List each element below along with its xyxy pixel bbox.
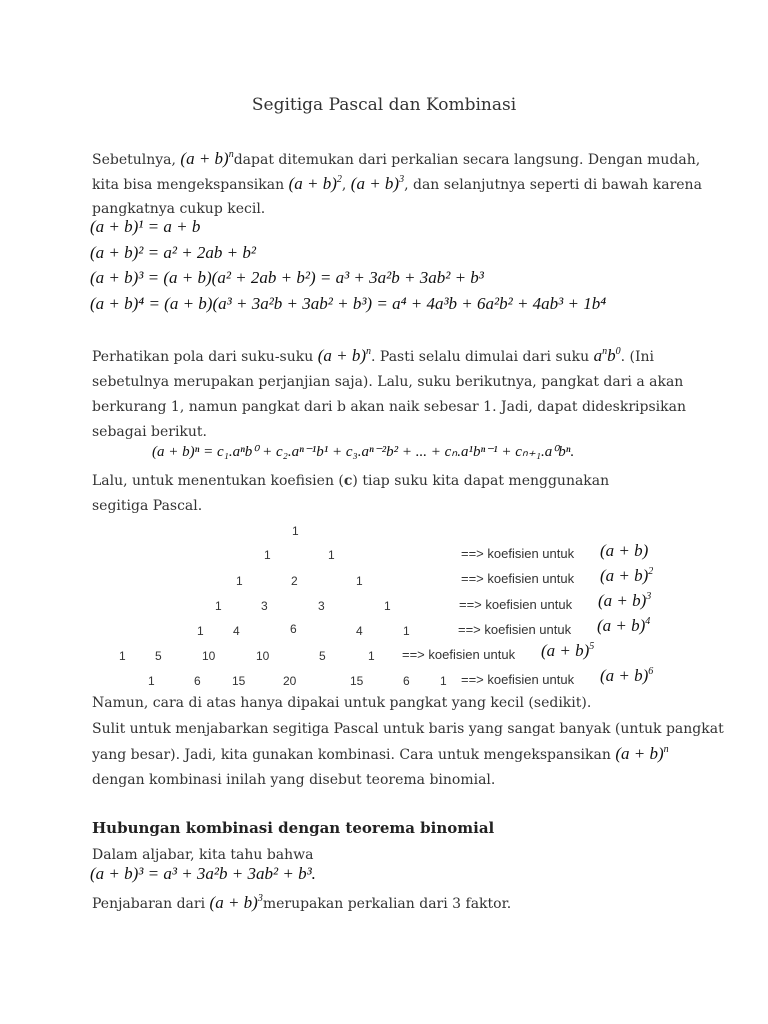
math-a-plus-b-n-2: $(a + b)^n$ <box>317 346 372 365</box>
math-row-power: $(a + b)^3$ <box>598 591 652 610</box>
pascal-cell: 1 <box>440 674 447 688</box>
after-line-4: dengan kombinasi inilah yang disebut teorema binomial. <box>92 772 496 788</box>
pascal-cell: 1 <box>403 624 410 638</box>
coef-symbol-c: c <box>343 473 353 489</box>
coef-text-1b: ) tiap suku kita dapat menggunakan <box>352 473 610 489</box>
pascal-cell: 4 <box>233 624 240 638</box>
math-an-b0: $a^nb^0$ <box>593 346 621 365</box>
after-line-2: Sulit untuk menjabarkan segitiga Pascal untuk baris yang sangat banyak (untuk pangkat <box>92 721 724 737</box>
section2-equation: (a + b)³ = a³ + 3a²b + 3ab² + b³. <box>90 864 316 883</box>
pattern-text-1a: Perhatikan pola dari suku-suku <box>92 349 314 365</box>
intro-line-2: kita bisa mengekspansikan $(a + b)^2$, $(a + b)^3$, dan selanjutnya seperti di bawah karena <box>92 174 702 193</box>
math-a-plus-b-3: $(a + b)^3$ <box>350 174 405 193</box>
math-row-power: $(a + b)^4$ <box>597 616 651 635</box>
pattern-line-4: sebagai berikut. <box>92 424 208 440</box>
intro-text-1b: dapat ditemukan dari perkalian secara langsung. Dengan mudah, <box>233 152 701 168</box>
pascal-cell: 1 <box>236 574 243 588</box>
math-a-plus-b-n-3: $(a + b)^n$ <box>615 744 669 763</box>
pascal-cell: 1 <box>356 574 363 588</box>
pascal-cell: 1 <box>384 599 391 613</box>
pascal-cell: 1 <box>197 624 204 638</box>
expansion-2: (a + b)² = a² + 2ab + b² <box>90 243 256 262</box>
pascal-arrow-label: ==> koefisien untuk <box>459 597 573 612</box>
pascal-cell: 15 <box>232 674 246 688</box>
math-a-plus-b-2: $(a + b)^2$ <box>288 174 342 193</box>
pascal-cell: 1 <box>328 548 335 562</box>
page-title: Segitiga Pascal dan Kombinasi <box>251 95 517 115</box>
pascal-cell: 3 <box>318 599 325 613</box>
pascal-cell: 15 <box>350 674 364 688</box>
section2-text-3b: merupakan perkalian dari 3 faktor. <box>262 896 512 912</box>
after-text-3: yang besar). Jadi, kita gunakan kombinasi. Cara untuk mengekspansikan <box>92 747 611 763</box>
section2-text-3a: Penjabaran dari <box>92 896 206 912</box>
math-row-power: $(a + b)^2$ <box>600 566 654 585</box>
pascal-cell: 6 <box>403 674 410 688</box>
expansion-4: (a + b)⁴ = (a + b)(a³ + 3a²b + 3ab² + b³) = a⁴ + 4a³b + 6a²b² + 4ab³ + 1b⁴ <box>90 294 607 313</box>
pascal-cell: 1 <box>148 674 155 688</box>
pascal-cell: 10 <box>256 649 270 663</box>
math-row-power: $(a + b)^6$ <box>600 666 654 685</box>
after-line-3 <box>92 742 669 767</box>
pascal-arrow-label: ==> koefisien untuk <box>461 571 575 586</box>
pascal-cell: 6 <box>290 622 297 636</box>
pascal-cell: 1 <box>264 548 271 562</box>
coef-text-1a: Lalu, untuk menentukan koefisien ( <box>92 473 344 489</box>
coef-line-2: segitiga Pascal. <box>92 498 203 514</box>
pattern-line-3: berkurang 1, namun pangkat dari b akan naik sebesar 1. Jadi, dapat dideskripsikan <box>92 399 686 415</box>
pascal-cell: 3 <box>261 599 268 613</box>
pascal-cell: 5 <box>319 649 326 663</box>
pattern-text-1c: . (Ini <box>620 349 654 365</box>
expansion-3: (a + b)³ = (a + b)(a² + 2ab + b²) = a³ + 3a²b + 3ab² + b³ <box>90 268 484 287</box>
intro-text-2b: , dan selanjutnya seperti di bawah karena <box>404 177 702 193</box>
expansion-1: (a + b)¹ = a + b <box>90 217 201 236</box>
pascal-cell: 20 <box>283 674 297 688</box>
pascal-cell: 1 <box>292 524 299 538</box>
pascal-cell: 1 <box>215 599 222 613</box>
pascal-cell: 6 <box>194 674 201 688</box>
pascal-cell: 1 <box>368 649 375 663</box>
pascal-arrow-label: ==> koefisien untuk <box>402 647 516 662</box>
intro-text-2a: kita bisa mengekspansikan <box>92 177 285 193</box>
intro-line-3: pangkatnya cukup kecil. <box>92 201 266 217</box>
pascal-cell: 2 <box>291 574 298 588</box>
pascal-arrow-label: ==> koefisien untuk <box>461 672 575 687</box>
section-heading: Hubungan kombinasi dengan teorema binomial <box>92 819 495 837</box>
pattern-text-1b: . Pasti selalu dimulai dari suku <box>371 349 590 365</box>
section2-line-3 <box>92 891 511 916</box>
pascal-cell: 5 <box>155 649 162 663</box>
math-a-plus-b-n: $(a + b)^n$ <box>180 149 234 168</box>
pattern-line-2: sebetulnya merupakan perjanjian saja). Lalu, suku berikutnya, pangkat dari a akan <box>92 374 684 390</box>
intro-text-1a: Sebetulnya, <box>92 152 176 168</box>
math-a-plus-b-3-b: $(a + b)^3$ <box>209 893 263 912</box>
pascal-cell: 4 <box>356 624 363 638</box>
math-row-power: $(a + b)^5$ <box>541 641 595 660</box>
general-formula: (a + b)ⁿ = c₁.aⁿb⁰ + c₂.aⁿ⁻¹b¹ + c₃.aⁿ⁻²b² + ... + cₙ.a¹bⁿ⁻¹ + cₙ₊₁.a⁰bⁿ. <box>152 444 575 460</box>
section2-line-1: Dalam aljabar, kita tahu bahwa <box>92 847 314 863</box>
pascal-arrow-label: ==> koefisien untuk <box>461 546 575 561</box>
math-row-power: (a + b) <box>600 541 649 560</box>
pascal-cell: 1 <box>119 649 126 663</box>
pascal-arrow-label: ==> koefisien untuk <box>458 622 572 637</box>
pascal-cell: 10 <box>202 649 216 663</box>
after-line-1: Namun, cara di atas hanya dipakai untuk pangkat yang kecil (sedikit). <box>92 695 592 711</box>
